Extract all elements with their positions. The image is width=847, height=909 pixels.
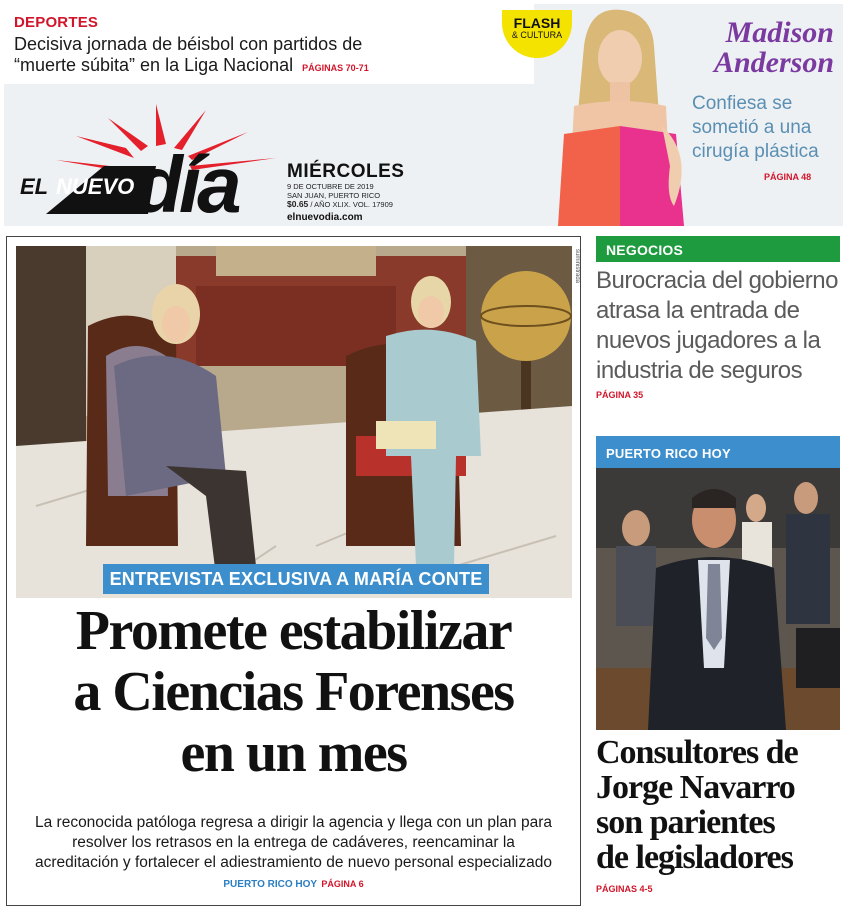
prhoy-headline-line: son parientes (596, 804, 775, 841)
teaser-section-label: DEPORTES (14, 14, 99, 31)
deck-section-tag[interactable]: PUERTO RICO HOY (223, 879, 318, 890)
celebrity-page-ref: PÁGINA 48 (764, 172, 812, 182)
negocios-headline[interactable]: Burocracia del gobierno atrasa la entrada de nuevos jugadores a la industria de seguros (596, 267, 838, 384)
celebrity-last-name: Anderson (713, 46, 834, 79)
prhoy-photo[interactable] (596, 468, 840, 730)
logo-nuevo: NUEVO (56, 174, 135, 199)
issue-price: $0.65 (287, 199, 309, 209)
main-story-photo[interactable] (16, 246, 572, 598)
issue-volume: / AÑO XLIX. VOL. 17909 (310, 200, 393, 209)
celebrity-first-name: Madison (725, 16, 834, 49)
photo-credit: suministrada (574, 249, 580, 284)
issue-price-line (287, 200, 427, 209)
deportes-teaser[interactable] (4, 4, 534, 84)
teaser-page-ref: PÁGINAS 70-71 (302, 63, 369, 73)
logo-el: EL (20, 174, 49, 199)
el-nuevo-dia-logo[interactable] (16, 96, 286, 218)
issue-weekday: MIÉRCOLES (287, 161, 405, 182)
masthead (4, 4, 843, 226)
issue-website-link[interactable]: elnuevodia.com (287, 212, 363, 223)
deck-page-ref: PÁGINA 6 (321, 879, 364, 889)
main-headline[interactable] (7, 601, 580, 784)
prhoy-headline[interactable] (596, 735, 840, 875)
teaser-headline[interactable] (14, 34, 374, 79)
flash-label: FLASH (513, 15, 561, 31)
story-deck (31, 813, 556, 895)
prhoy-section-label: PUERTO RICO HOY (596, 436, 840, 468)
negocios-section-label: NEGOCIOS (596, 236, 840, 262)
prhoy-headline-line: de legisladores (596, 839, 793, 876)
prhoy-headline-line: Consultores de (596, 734, 798, 771)
celebrity-headline[interactable]: Confiesa se sometió a una cirugía plástica (692, 93, 819, 162)
negocios-story[interactable] (596, 236, 840, 400)
teaser-headline-text: Decisiva jornada de béisbol con partidos de “muerte súbita” en la Liga Nacional (14, 34, 363, 75)
issue-date: 9 DE OCTUBRE DE 2019 (287, 182, 374, 191)
headline-line: Promete estabilizar (75, 600, 512, 662)
celebrity-name[interactable] (624, 18, 834, 78)
headline-line: en un mes (180, 722, 407, 784)
puerto-rico-hoy-story[interactable] (596, 436, 840, 468)
issue-city: SAN JUAN, PUERTO RICO (287, 191, 381, 200)
prhoy-headline-line: Jorge Navarro (596, 769, 795, 806)
negocios-page-ref: PÁGINA 35 (596, 390, 644, 400)
headline-line: a Ciencias Forenses (73, 661, 514, 723)
issue-info (287, 162, 427, 223)
deck-text: La reconocida patóloga regresa a dirigir la agencia y llega con un plan para resolver los retrasos en la entrega de cadáveres, reencaminar la acreditación y fortalecer el adiestramiento de nuevo personal especializado (34, 814, 552, 871)
flash-sublabel: & CULTURA (511, 30, 563, 40)
main-story (6, 236, 581, 906)
prhoy-page-ref: PÁGINAS 4-5 (596, 884, 653, 894)
logo-dia: día (134, 140, 238, 218)
story-kicker[interactable]: ENTREVISTA EXCLUSIVA A MARÍA CONTE (103, 564, 489, 594)
